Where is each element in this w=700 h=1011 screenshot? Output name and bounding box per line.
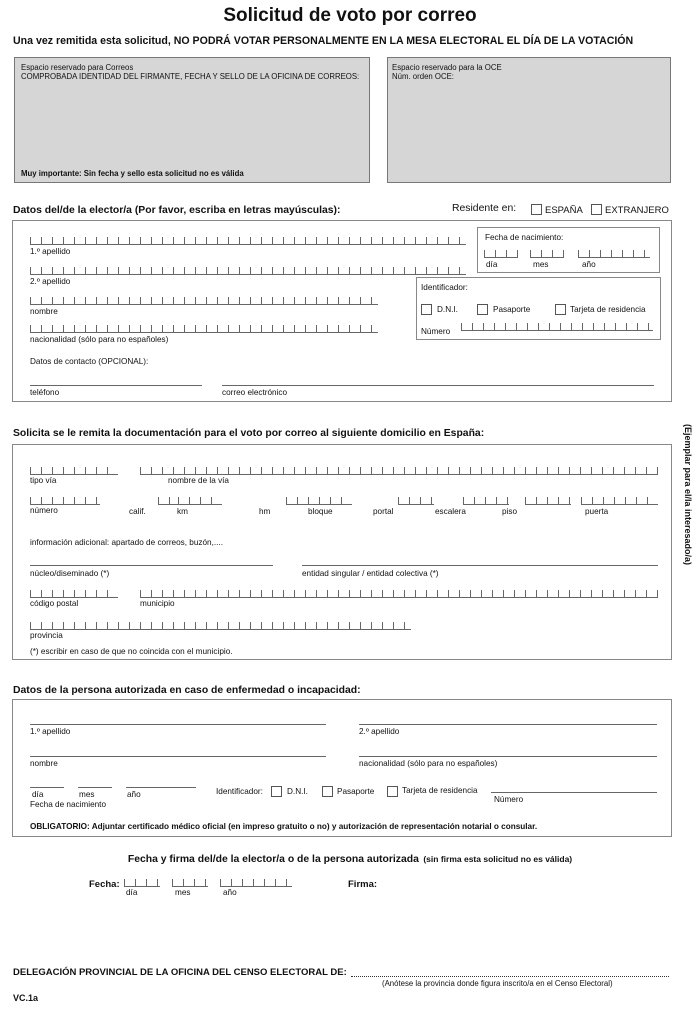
puerta-field[interactable] bbox=[581, 497, 658, 505]
firma-anio-label: año bbox=[223, 888, 237, 897]
firma-label: Firma: bbox=[348, 879, 378, 890]
correo-label: correo electrónico bbox=[222, 388, 288, 397]
apellido2-label: 2.º apellido bbox=[30, 277, 71, 286]
apellido1-field[interactable] bbox=[30, 237, 466, 245]
escalera-field[interactable] bbox=[463, 497, 509, 505]
puerta-label: puerta bbox=[585, 507, 609, 516]
delegacion-label: DELEGACIÓN PROVINCIAL DE LA OFICINA DEL CENSO ELECTORAL DE: bbox=[13, 967, 347, 978]
tipo-via-label: tipo vía bbox=[30, 476, 57, 485]
aut-nacionalidad-field[interactable] bbox=[359, 756, 657, 757]
fecha-nac-label: Fecha de nacimiento: bbox=[485, 233, 564, 242]
warning-text: Una vez remitida esta solicitud, NO PODRÁ VOTAR PERSONALMENTE EN LA MESA ELECTORAL EL DÍA DE LA VOTACIÓN bbox=[13, 35, 634, 47]
firma-mes-field[interactable] bbox=[172, 879, 208, 887]
aut-identificador-label: Identificador: bbox=[216, 787, 263, 796]
oce-line1: Espacio reservado para la OCE bbox=[392, 63, 502, 72]
municipio-field[interactable] bbox=[140, 590, 658, 598]
aut-nombre-field[interactable] bbox=[30, 756, 326, 757]
aut-dni-checkbox[interactable] bbox=[271, 786, 282, 797]
nacionalidad-field[interactable] bbox=[30, 325, 378, 333]
codigo-postal-label: código postal bbox=[30, 599, 79, 608]
aut-apellido2-label: 2.º apellido bbox=[359, 727, 400, 736]
form-code: VC.1a bbox=[13, 993, 39, 1003]
firma-mes-label: mes bbox=[175, 888, 191, 897]
correos-box bbox=[14, 57, 370, 183]
aut-anio-field[interactable] bbox=[126, 787, 196, 788]
provincia-label: provincia bbox=[30, 631, 63, 640]
entidad-label: entidad singular / entidad colectiva (*) bbox=[302, 569, 439, 578]
km-field[interactable] bbox=[178, 497, 222, 505]
spain-label: ESPAÑA bbox=[545, 205, 583, 216]
aut-apellido2-field[interactable] bbox=[359, 724, 657, 725]
tarjeta-label: Tarjeta de residencia bbox=[570, 305, 646, 314]
aut-nacionalidad-label: nacionalidad (sólo para no españoles) bbox=[359, 759, 498, 768]
side-copy-label: (Ejemplar para el/la interesado/a) bbox=[683, 424, 693, 566]
firma-heading-note: (sin firma esta solicitud no es válida) bbox=[423, 854, 573, 864]
fecha-mes-field[interactable] bbox=[530, 250, 564, 258]
correo-field[interactable] bbox=[222, 385, 654, 386]
fecha-anio-field[interactable] bbox=[578, 250, 650, 258]
nucleo-label: núcleo/diseminado (*) bbox=[30, 569, 110, 578]
hm-field[interactable] bbox=[286, 497, 308, 505]
pasaporte-label: Pasaporte bbox=[493, 305, 531, 314]
numero-label: Número bbox=[421, 327, 451, 336]
apellido1-label: 1.º apellido bbox=[30, 247, 71, 256]
firma-anio-field[interactable] bbox=[220, 879, 292, 887]
nombre-field[interactable] bbox=[30, 297, 378, 305]
autorizada-box bbox=[12, 699, 672, 837]
aut-numero-label: Número bbox=[494, 795, 524, 804]
aut-nombre-label: nombre bbox=[30, 759, 58, 768]
firma-heading: Fecha y firma del/de la elector/a o de la persona autorizada bbox=[127, 854, 419, 865]
dia-label: día bbox=[486, 260, 498, 269]
anotese-note: (Anótese la provincia donde figura inscrito/a en el Censo Electoral) bbox=[382, 979, 613, 988]
nucleo-field[interactable] bbox=[30, 565, 273, 566]
nombre-label: nombre bbox=[30, 307, 58, 316]
numero-field[interactable] bbox=[461, 323, 653, 331]
aut-mes-label: mes bbox=[79, 790, 95, 799]
aut-dia-label: día bbox=[32, 790, 44, 799]
aut-tarjeta-checkbox[interactable] bbox=[387, 786, 398, 797]
abroad-label: EXTRANJERO bbox=[605, 205, 669, 216]
aut-dia-field[interactable] bbox=[30, 787, 64, 788]
nombre-via-label: nombre de la vía bbox=[168, 476, 229, 485]
elector-box bbox=[12, 220, 672, 402]
anio-label: año bbox=[582, 260, 596, 269]
aut-pasaporte-checkbox[interactable] bbox=[322, 786, 333, 797]
bloque-field[interactable] bbox=[308, 497, 352, 505]
nacionalidad-label: nacionalidad (sólo para no españoles) bbox=[30, 335, 169, 344]
km-label: km bbox=[177, 507, 188, 516]
apellido2-field[interactable] bbox=[30, 267, 466, 275]
resident-label: Residente en: bbox=[452, 203, 517, 214]
telefono-label: teléfono bbox=[30, 388, 60, 397]
numero-via-label: número bbox=[30, 506, 58, 515]
telefono-field[interactable] bbox=[30, 385, 202, 386]
info-adicional-label: información adicional: apartado de correos, buzón,.... bbox=[30, 538, 223, 547]
aut-pasaporte-label: Pasaporte bbox=[337, 787, 375, 796]
contacto-label: Datos de contacto (OPCIONAL): bbox=[30, 357, 149, 366]
nombre-via-field[interactable] bbox=[140, 467, 658, 475]
aut-apellido1-field[interactable] bbox=[30, 724, 326, 725]
portal-label: portal bbox=[373, 507, 394, 516]
fecha-dia-field[interactable] bbox=[484, 250, 518, 258]
obligatorio-note: OBLIGATORIO: Adjuntar certificado médico oficial (en impreso gratuito o no) y autorización de representación notarial o consular. bbox=[30, 822, 538, 831]
portal-field[interactable] bbox=[398, 497, 434, 505]
municipio-label: municipio bbox=[140, 599, 175, 608]
domicilio-note: (*) escribir en caso de que no coincida con el municipio. bbox=[30, 647, 233, 656]
tarjeta-checkbox[interactable] bbox=[555, 304, 566, 315]
aut-apellido1-label: 1.º apellido bbox=[30, 727, 71, 736]
mes-label: mes bbox=[533, 260, 549, 269]
bloque-label: bloque bbox=[308, 507, 333, 516]
piso-field[interactable] bbox=[525, 497, 571, 505]
dni-checkbox[interactable] bbox=[421, 304, 432, 315]
spain-checkbox[interactable] bbox=[531, 204, 542, 215]
oce-box bbox=[387, 57, 671, 183]
identificador-box bbox=[416, 277, 661, 340]
aut-tarjeta-label: Tarjeta de residencia bbox=[402, 786, 478, 795]
tipo-via-field[interactable] bbox=[30, 467, 118, 475]
firma-dia-field[interactable] bbox=[124, 879, 160, 887]
delegacion-field[interactable] bbox=[351, 976, 669, 977]
domicilio-heading: Solicita se le remita la documentación para el voto por correo al siguiente domicilio en España: bbox=[13, 428, 485, 439]
provincia-field[interactable] bbox=[30, 622, 411, 630]
hm-label: hm bbox=[259, 507, 271, 516]
aut-anio-label: año bbox=[127, 790, 141, 799]
calif-label: calif. bbox=[129, 507, 146, 516]
autorizada-heading: Datos de la persona autorizada en caso de enfermedad o incapacidad: bbox=[13, 685, 361, 696]
correos-line2: COMPROBADA IDENTIDAD DEL FIRMANTE, FECHA Y SELLO DE LA OFICINA DE CORREOS: bbox=[21, 72, 360, 81]
escalera-label: escalera bbox=[435, 507, 466, 516]
aut-dni-label: D.N.I. bbox=[287, 787, 308, 796]
elector-heading: Datos del/de la elector/a (Por favor, escriba en letras mayúsculas): bbox=[13, 205, 341, 216]
identificador-label: Identificador: bbox=[421, 283, 468, 292]
correos-note: Muy importante: Sin fecha y sello esta solicitud no es válida bbox=[21, 169, 244, 178]
oce-line2: Núm. orden OCE: bbox=[392, 72, 454, 81]
aut-numero-field[interactable] bbox=[491, 792, 657, 793]
numero-via-field[interactable] bbox=[30, 497, 100, 505]
firma-heading-row bbox=[0, 849, 700, 867]
aut-fecha-nac-label: Fecha de nacimiento bbox=[30, 800, 107, 809]
pasaporte-checkbox[interactable] bbox=[477, 304, 488, 315]
page-title: Solicitud de voto por correo bbox=[223, 5, 477, 26]
codigo-postal-field[interactable] bbox=[30, 590, 118, 598]
firma-dia-label: día bbox=[126, 888, 138, 897]
correos-line1: Espacio reservado para Correos bbox=[21, 63, 134, 72]
aut-mes-field[interactable] bbox=[78, 787, 112, 788]
dni-label: D.N.I. bbox=[437, 305, 458, 314]
fecha-nac-box bbox=[477, 227, 660, 273]
calif-field[interactable] bbox=[158, 497, 180, 505]
domicilio-box bbox=[12, 444, 672, 660]
fecha-label: Fecha: bbox=[89, 879, 120, 890]
entidad-field[interactable] bbox=[302, 565, 658, 566]
abroad-checkbox[interactable] bbox=[591, 204, 602, 215]
piso-label: piso bbox=[502, 507, 518, 516]
